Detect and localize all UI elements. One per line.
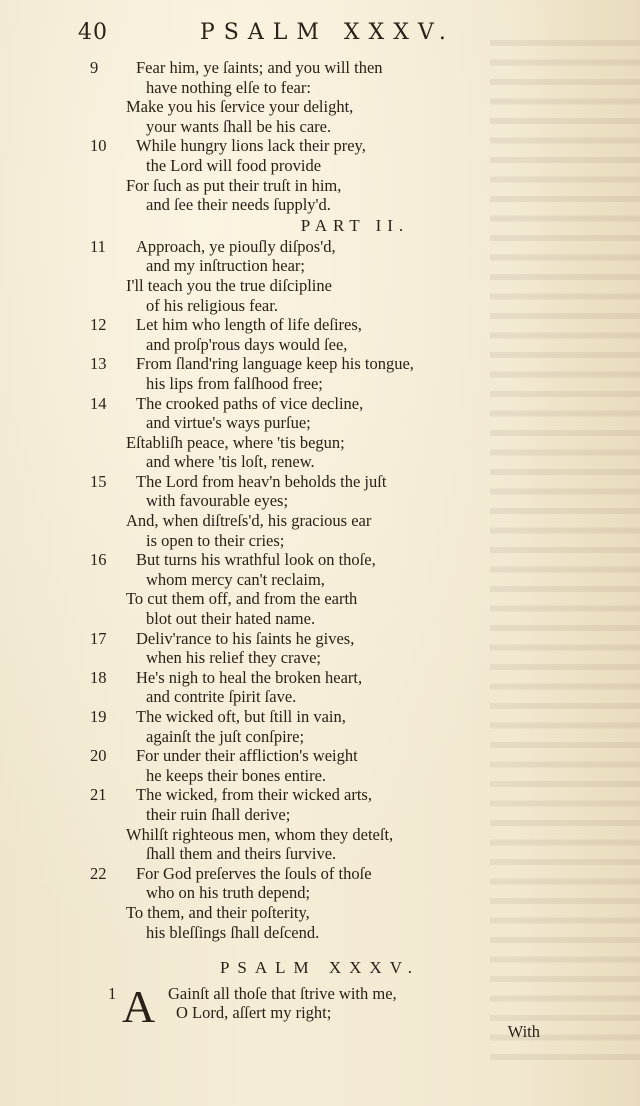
verse-text: with favourable eyes; [146, 491, 289, 511]
verse-text: While hungry lions lack their prey, [136, 136, 366, 156]
verse-text: and contrite ſpirit ſave. [146, 687, 297, 707]
verse-line: O Lord, aſſert my right; [176, 1003, 332, 1022]
verse-line [90, 58, 560, 78]
drop-cap: A [122, 981, 156, 1032]
verse-line [90, 844, 560, 864]
verse-text: their ruin ſhall derive; [146, 804, 291, 824]
verse-line [90, 413, 560, 433]
verse-text: To cut them off, and from the earth [126, 589, 358, 609]
verse-text: Make you his ſervice your delight, [126, 97, 354, 117]
verse-text: of his religious fear. [146, 295, 278, 315]
verse-text: have nothing elſe to fear: [146, 77, 311, 97]
verse-line [90, 727, 560, 747]
verse-line [90, 825, 560, 845]
psalm-heading: PSALM XXXV. [219, 958, 421, 977]
verse-text: when his relief they crave; [146, 648, 322, 668]
verse-number: 21 [90, 785, 107, 805]
verse-line [90, 117, 560, 137]
verse-text: his bleſſings ſhall deſcend. [146, 922, 320, 942]
verse-text: Eſtabliſh peace, where 'tis begun; [126, 432, 345, 452]
verse-line [90, 176, 560, 196]
verse-number: 10 [90, 136, 107, 156]
verse-text: But turns his wrathful look on thoſe, [136, 550, 376, 570]
verse-line [90, 766, 560, 786]
verse-line [90, 335, 560, 355]
verse-line [90, 648, 560, 668]
verse-number: 20 [90, 746, 107, 766]
verse-number: 18 [90, 667, 107, 687]
verse-line [90, 864, 560, 884]
catchword: With [507, 1022, 540, 1041]
verse-text: he keeps their bones entire. [146, 765, 327, 785]
verse-number: 13 [90, 354, 107, 374]
verse-line [90, 707, 560, 727]
verse-line [90, 805, 560, 825]
verse-text: The wicked, from their wicked arts, [136, 785, 372, 805]
verse-number: 11 [90, 236, 106, 256]
running-head: PSALM XXXV. [200, 20, 455, 45]
verse-line [90, 394, 560, 414]
part-heading: PART II. [300, 215, 410, 235]
verse-text: and ſee their needs ſupply'd. [146, 195, 331, 215]
verse-text: againſt the juſt conſpire; [146, 726, 305, 746]
verse-line: Gainſt all thoſe that ſtrive with me, [168, 984, 397, 1003]
page-number: 40 [78, 20, 108, 45]
verse-line [90, 374, 560, 394]
verse-line [90, 491, 560, 511]
page-header [0, 18, 640, 48]
verse-text: and proſp'rous days would ſee, [146, 334, 348, 354]
verse-text: and my inſtruction hear; [146, 256, 305, 276]
verse-number: 1 [108, 984, 117, 1003]
verse-text: whom mercy can't reclaim, [146, 569, 325, 589]
verse-text: Whilſt righteous men, whom they deteſt, [126, 824, 394, 844]
verse-text: The crooked paths of vice decline, [136, 393, 364, 413]
verse-line [90, 629, 560, 649]
verse-text: your wants ſhall be his care. [146, 116, 332, 136]
verse-text: And, when diſtreſs'd, his gracious ear [126, 511, 372, 531]
verse-line [90, 256, 560, 276]
verse-line [90, 78, 560, 98]
verse-line [90, 97, 560, 117]
verse-line [90, 195, 560, 215]
verse-line [90, 276, 560, 296]
verse-number: 22 [90, 863, 107, 883]
verse-line [90, 472, 560, 492]
verse-text: and virtue's ways purſue; [146, 413, 311, 433]
verse-line [90, 237, 560, 257]
verse-line [90, 511, 560, 531]
verse-number: 17 [90, 628, 107, 648]
verse-text: He's nigh to heal the broken heart, [136, 667, 363, 687]
verse-line [90, 354, 560, 374]
verse-text: Approach, ye piouſly diſpos'd, [136, 236, 336, 256]
verse-text: is open to their cries; [146, 530, 285, 550]
verse-number: 12 [90, 315, 107, 335]
verse-line [90, 452, 560, 472]
verse-line [90, 315, 560, 335]
verse-text: Fear him, ye ſaints; and you will then [136, 58, 383, 77]
verse-text: The wicked oft, but ſtill in vain, [136, 707, 346, 726]
verse-line [90, 668, 560, 688]
verse-text: For God preſerves the ſouls of thoſe [136, 863, 372, 883]
verse-text: I'll teach you the true diſcipline [126, 275, 332, 295]
verse-text: blot out their hated name. [146, 609, 316, 629]
verse-number: 19 [90, 707, 107, 726]
verse-text: ſhall them and theirs ſurvive. [146, 844, 337, 864]
verse-line [90, 785, 560, 805]
verse-number: 9 [90, 58, 99, 77]
verse-line [90, 589, 560, 609]
verse-text: For under their affliction's weight [136, 746, 358, 766]
verse-number: 16 [90, 550, 107, 570]
verse-text: and where 'tis loſt, renew. [146, 452, 315, 472]
verse-text: Let him who length of life deſires, [136, 315, 362, 335]
verse-text: For ſuch as put their truſt in him, [126, 175, 342, 195]
verse-number: 14 [90, 393, 107, 413]
verse-line [90, 433, 560, 453]
verse-line [90, 687, 560, 707]
verse-line [90, 531, 560, 551]
psalm-opening-stanza [108, 981, 528, 1034]
verse-line [90, 156, 560, 176]
verse-line [90, 903, 560, 923]
verse-number: 15 [90, 471, 107, 491]
verse-line [90, 883, 560, 903]
verse-line [90, 746, 560, 766]
verse-line [90, 570, 560, 590]
verse-line [90, 923, 560, 943]
verse-text: the Lord will food provide [146, 155, 322, 175]
verse-text: The Lord from heav'n beholds the juſt [136, 471, 387, 491]
verse-text: To them, and their poſterity, [126, 902, 310, 922]
verse-line [90, 609, 560, 629]
verse-text: his lips from falſhood free; [146, 373, 323, 393]
verse-line [90, 136, 560, 156]
verse-line [90, 550, 560, 570]
verse-line [90, 296, 560, 316]
verse-text: who on his truth depend; [146, 883, 311, 903]
psalm-text [90, 58, 560, 942]
verse-text: Deliv'rance to his ſaints he gives, [136, 628, 355, 648]
verse-text: From ſland'ring language keep his tongue, [136, 354, 414, 374]
